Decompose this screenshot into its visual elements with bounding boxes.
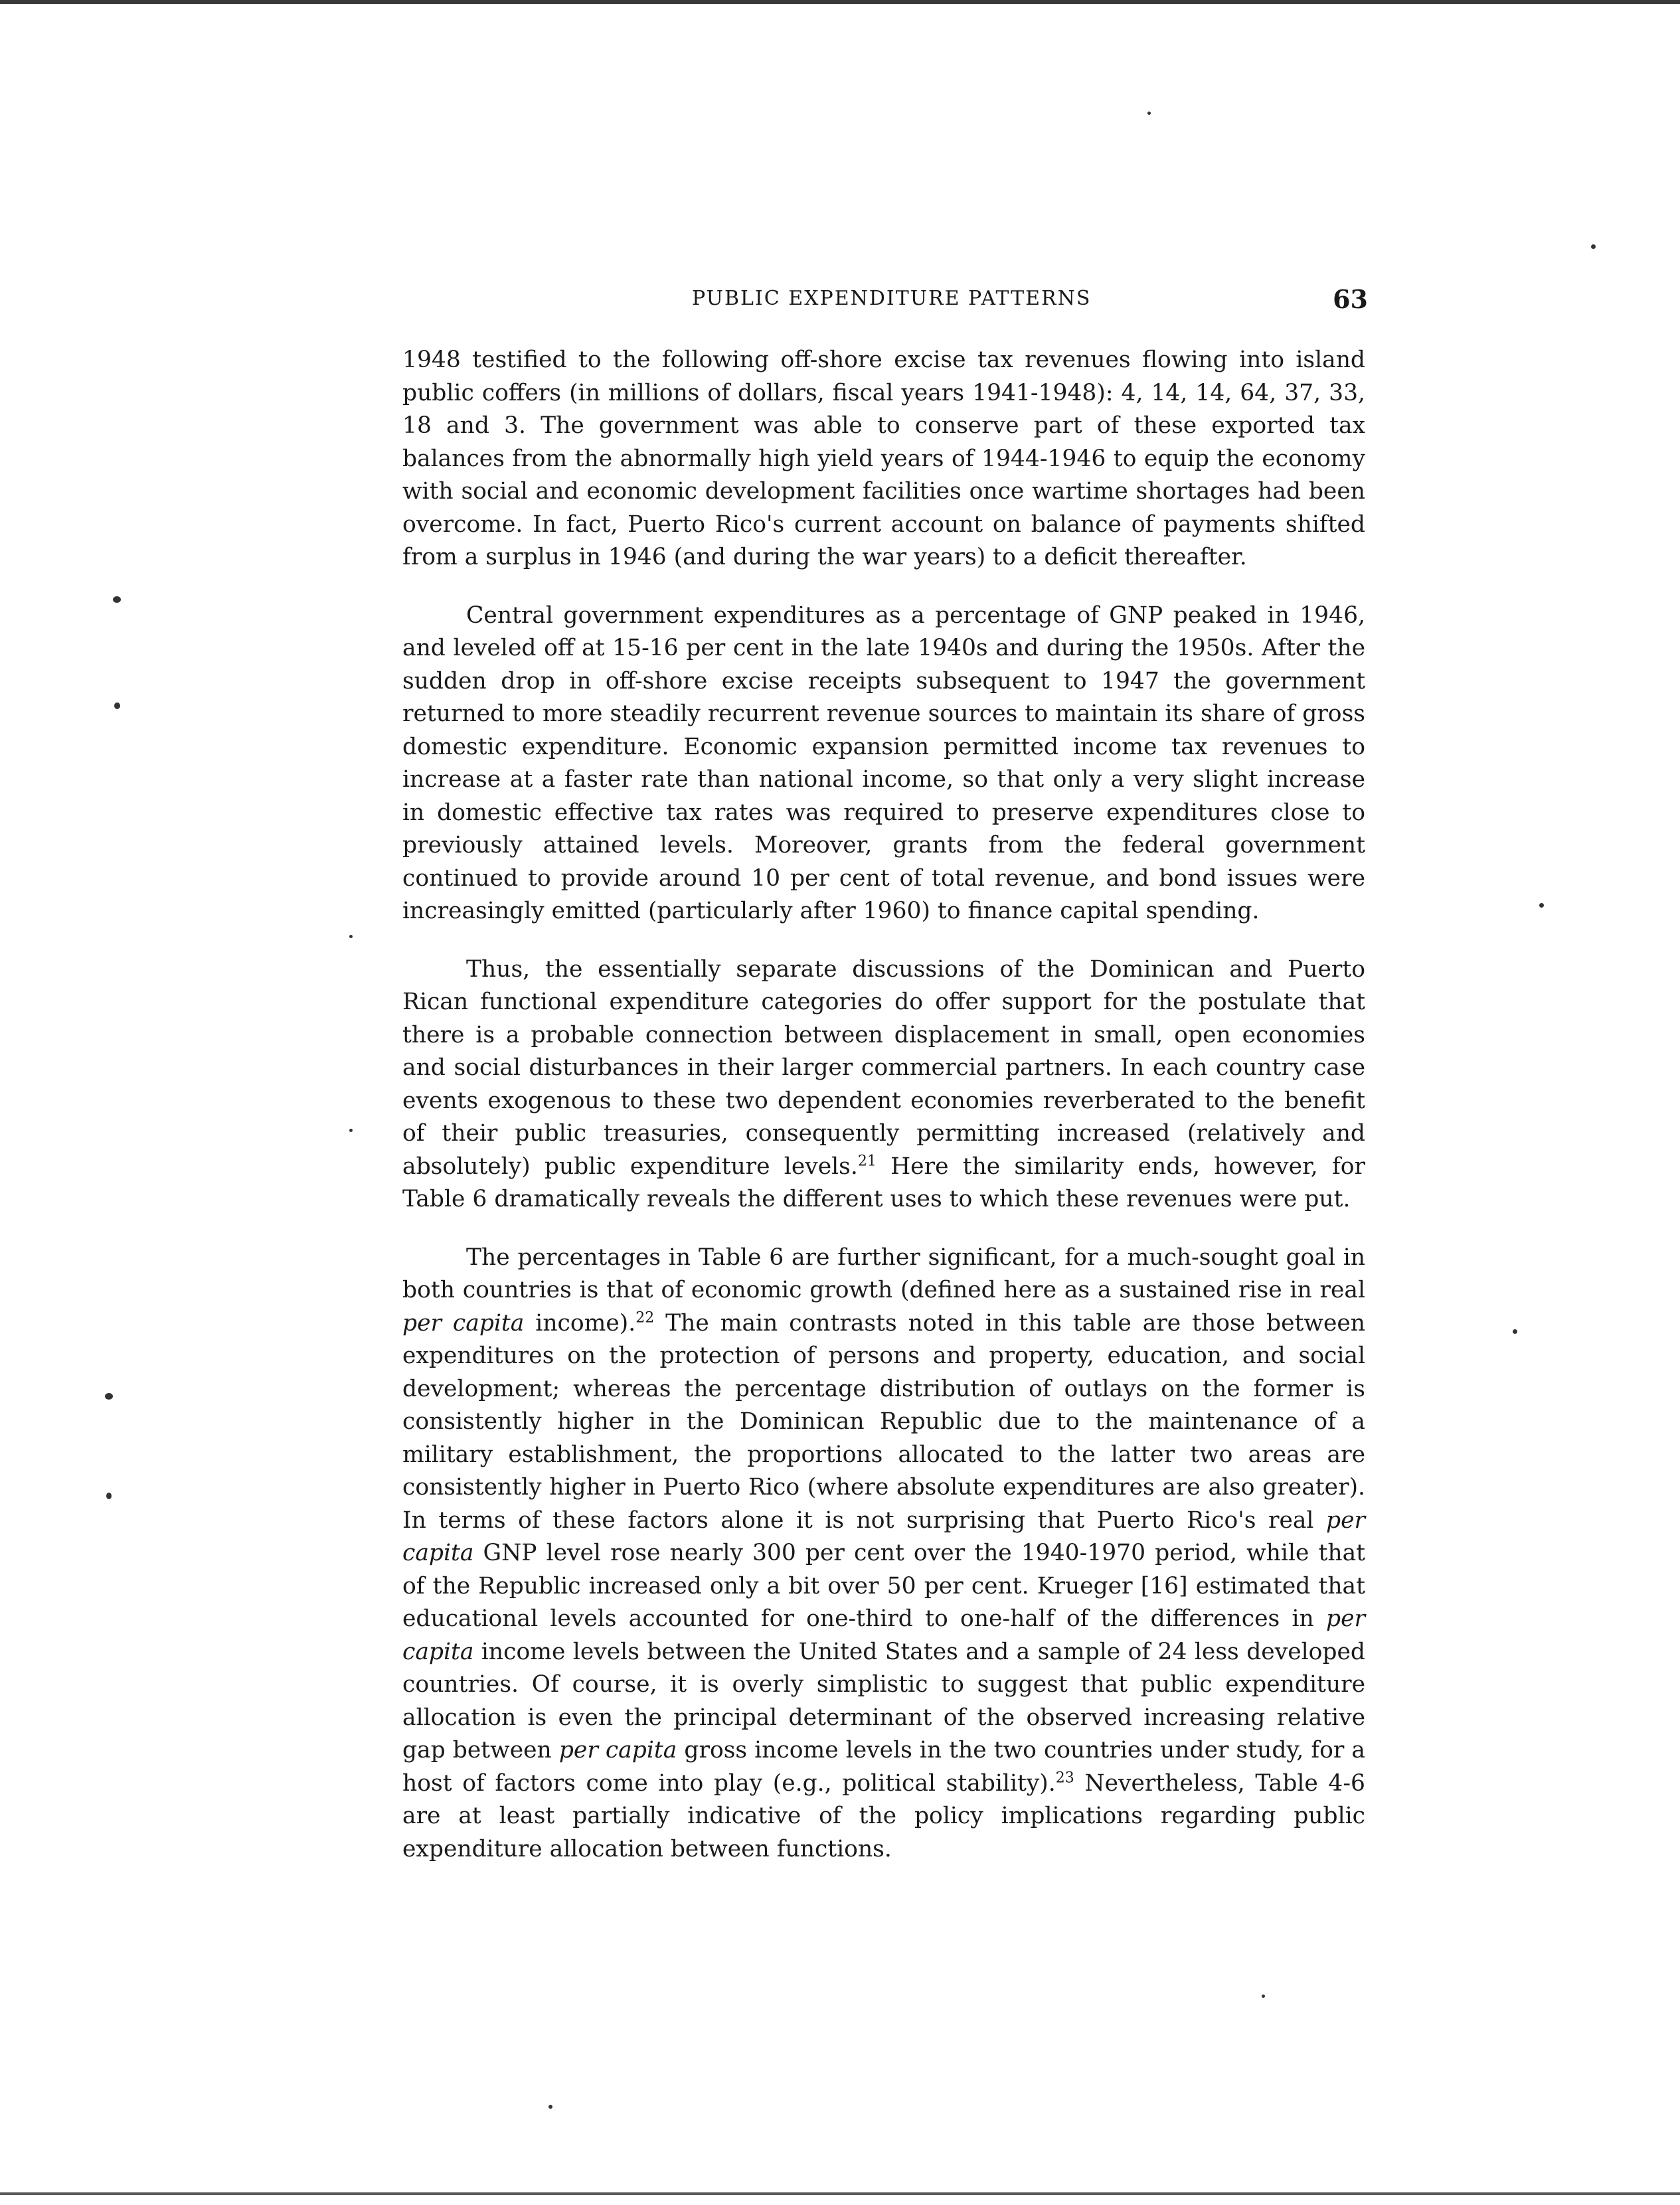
paragraph-4-text-b: income). bbox=[524, 1309, 636, 1337]
italic-per-capita-2: per capita bbox=[402, 1507, 1365, 1566]
footnote-ref-23: 23 bbox=[1055, 1769, 1074, 1786]
paragraph-4-text-c: The main contrasts noted in this table are those between expenditures on the protection of persons and property, education, and social development; whereas the percentage distribution of outlays on the former is consistently higher in the Dominican Republic due to the maintenance of a military establishment, the proportions allocated to the latter two areas are consistently higher in Puerto Rico (where absolute expenditures are also greater). In terms of these factors alone it is not surprising that Puerto Rico's real bbox=[402, 1309, 1366, 1534]
paragraph-4-text-d: GNP level rose nearly 300 per cent over the 1940-1970 period, while that of the Republic increased only a bit over 50 per cent. Krueger [16] estimated that educational levels accounted for one-third to one-half of the differences in bbox=[402, 1540, 1365, 1632]
scan-speck bbox=[114, 702, 120, 709]
body-text bbox=[402, 344, 1365, 1891]
paragraph-3-text-b: Here the similarity ends, however, for Table 6 dramatically reveals the different uses to which these revenues were put. bbox=[402, 1153, 1365, 1212]
scan-speck bbox=[1147, 112, 1151, 115]
page-number: 63 bbox=[1333, 284, 1368, 314]
paragraph-4 bbox=[402, 1242, 1365, 1866]
paragraph-2: Central government expenditures as a percentage of GNP peaked in 1946, and leveled off at 15-16 per cent in the late 1940s and during the 1950s. After the sudden drop in off-shore excise receipts subsequent to 1947 the government returned to more steadily recurrent revenue sources to maintain its share of gross domestic expenditure. Economic expansion permitted income tax revenues to increase at a faster rate than national income, so that only a very slight increase in domestic effective tax rates was required to preserve expenditures close to previously attained levels. Moreover, grants from the federal government continued to provide around 10 per cent of total revenue, and bond issues were increasingly emitted (particularly after 1960) to finance capital spending. bbox=[402, 602, 1365, 924]
paragraph-3 bbox=[402, 953, 1365, 1216]
page-top-edge bbox=[0, 0, 1680, 4]
page-header bbox=[398, 284, 1368, 317]
scan-speck bbox=[105, 1393, 113, 1400]
italic-per-capita-1: per capita bbox=[402, 1309, 525, 1337]
scan-speck bbox=[548, 2105, 552, 2109]
paragraph-4-text-e: income levels between the United States and a sample of 24 less developed countries. Of course, it is overly simplistic to suggest that public expenditure allocation is even the principal determinant of the observed increasing relative gap between bbox=[402, 1638, 1365, 1763]
scan-speck bbox=[1262, 1995, 1265, 1998]
running-head: PUBLIC EXPENDITURE PATTERNS bbox=[692, 287, 1092, 310]
footnote-ref-21: 21 bbox=[857, 1153, 877, 1169]
paragraph-4-text-f: gross income levels in the two countries under study, for a host of factors come into play (e.g., political stability). bbox=[402, 1737, 1366, 1797]
italic-per-capita-4: per capita bbox=[558, 1737, 677, 1763]
scan-speck bbox=[1539, 903, 1544, 908]
footnote-ref-22: 22 bbox=[635, 1309, 655, 1326]
page-bottom-edge bbox=[0, 2192, 1680, 2195]
scan-speck bbox=[113, 596, 121, 603]
italic-per-capita-3: per capita bbox=[402, 1605, 1365, 1665]
paragraph-4-text-g: Nevertheless, Table 4-6 are at least partially indicative of the policy implications regarding public expenditure allocation between functions. bbox=[402, 1769, 1365, 1862]
paragraph-4-text-a: The percentages in Table 6 are further significant, for a much-sought goal in both countries is that of economic growth (defined here as a sustained rise in real bbox=[402, 1244, 1365, 1303]
paragraph-3-text-a: Thus, the essentially separate discussions of the Dominican and Puerto Rican functional expenditure categories do offer support for the postulate that there is a probable connection between displacement in small, open economies and social disturbances in their larger commercial partners. In each country case events exogenous to these two dependent economies reverberated to the benefit of their public treasuries, consequently permitting increased (relatively and absolutely) public expenditure levels. bbox=[402, 955, 1365, 1180]
scan-speck bbox=[349, 1129, 353, 1132]
scan-speck bbox=[349, 935, 353, 938]
scan-speck bbox=[106, 1493, 112, 1499]
scan-speck bbox=[1513, 1329, 1517, 1334]
paragraph-1: 1948 testified to the following off-shore excise tax revenues flowing into island public coffers (in millions of dollars, fiscal years 1941-1948): 4, 14, 14, 64, 37, 33, 18 and 3. The government was able to conserve part of these exported tax balances from the abnormally high yield years of 1944-1946 to equip the economy with social and economic development facilities once wartime shortages had been overcome. In fact, Puerto Rico's current account on balance of payments shifted from a surplus in 1946 (and during the war years) to a deficit thereafter. bbox=[402, 347, 1365, 570]
scan-speck bbox=[1591, 244, 1596, 249]
